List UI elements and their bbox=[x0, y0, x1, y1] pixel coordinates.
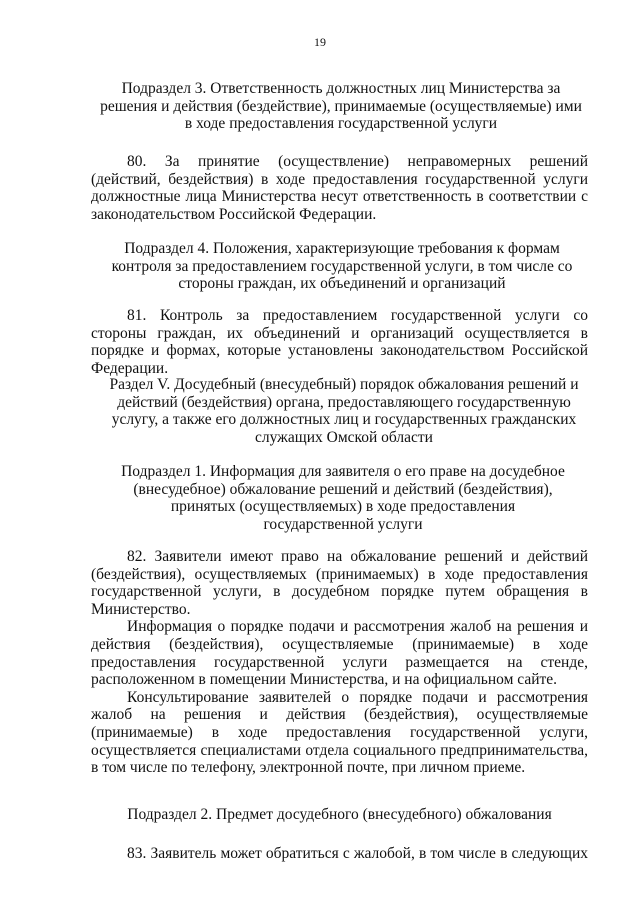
paragraph-82-part-a: 82. Заявители имеют право на обжалование решений и действий (бездействия), осуществляемых (принимаемых) в ходе предоставления государственной услуги, в досудебном порядке путем обращения в Министерство. bbox=[91, 548, 588, 618]
page-number: 19 bbox=[314, 35, 326, 49]
subsection-2-title: Подраздел 2. Предмет досудебного (внесудебного) обжалования bbox=[127, 806, 552, 823]
paragraph-82-part-b: Информация о порядке подачи и рассмотрения жалоб на решения и действия (бездействия), осуществляемые (принимаемые) в ходе предоставления государственной услуги размещается на стенде, расположенном в помещении Министерства, и на официальном сайте. bbox=[91, 618, 588, 689]
paragraph-80 bbox=[91, 153, 588, 223]
paragraph-81 bbox=[91, 307, 588, 377]
subsection-1-title: Подраздел 1. Информация для заявителя о его праве на досудебное (внесудебное) обжалование решений и действий (бездействия), принятых (осуществляемых) в ходе предоставления государственной услуги bbox=[121, 463, 565, 533]
paragraph-83 bbox=[91, 845, 588, 863]
paragraph-81-text: 81. Контроль за предоставлением государственной услуги со стороны граждан, их объединений и организаций осуществляется в порядке и формах, которые установлены законодательством Российской Федерации. bbox=[91, 307, 588, 377]
paragraph-80-text: 80. За принятие (осуществление) неправомерных решений (действий, бездействия) в ходе предоставления государственной услуги должностные лица Министерства несут ответственность в соответствии с законодательством Российской Федерации. bbox=[91, 153, 588, 223]
paragraph-83-text: 83. Заявитель может обратиться с жалобой, в том числе в следующих bbox=[127, 845, 588, 862]
paragraph-82 bbox=[91, 548, 588, 777]
paragraph-82-part-c: Консультирование заявителей о порядке подачи и рассмотрения жалоб на решения и действия (бездействия), осуществляемые (принимаемые) в ходе предоставления государственной услуги, осуществляется специалистами отдела социального предпринимательства, в том числе по телефону, электронной почте, при личном приеме. bbox=[91, 688, 588, 777]
subsection-3-title: Подраздел 3. Ответственность должностных лиц Министерства за решения и действия (бездействие), принимаемые (осуществляемые) ими в ходе предоставления государственной услуги bbox=[100, 80, 582, 133]
subsection-4-title: Подраздел 4. Положения, характеризующие требования к формам контроля за предоставлением государственной услуги, в том числе со стороны граждан, их объединений и организаций bbox=[111, 240, 573, 293]
section-5-title: Раздел V. Досудебный (внесудебный) порядок обжалования решений и действий (бездействия) органа, предоставляющего государственную услугу, а также его должностных лиц и государственных гражданских служащих Омской области bbox=[109, 376, 579, 446]
